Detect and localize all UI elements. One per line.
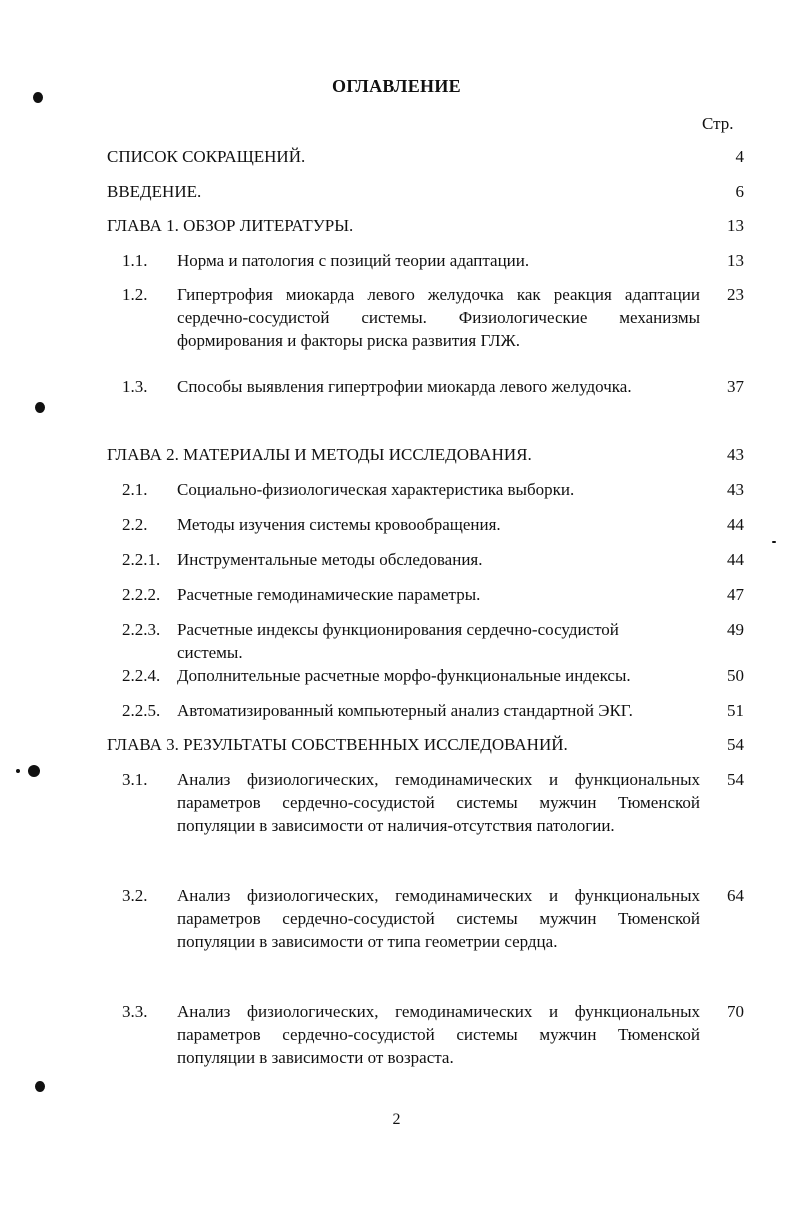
toc-entry-number: 1.1.: [122, 251, 148, 270]
toc-entry-number: 2.2.5.: [122, 701, 161, 720]
toc-entry-page: 44: [727, 515, 744, 534]
toc-entry-text: ВВЕДЕНИЕ.: [107, 182, 202, 201]
toc-entry-number: 1.3.: [122, 377, 148, 396]
toc-entry-text: Автоматизированный компьютерный анализ стандартной ЭКГ.: [177, 701, 633, 720]
toc-entry-page: 64: [727, 886, 744, 905]
toc-entry-text: Социально-физиологическая характеристика выборки.: [177, 480, 575, 499]
toc-entry-text: ГЛАВА 2. МАТЕРИАЛЫ И МЕТОДЫ ИССЛЕДОВАНИЯ.: [107, 445, 532, 464]
toc-entry-text: ГЛАВА 3. РЕЗУЛЬТАТЫ СОБСТВЕННЫХ ИССЛЕДОВАНИЙ.: [107, 735, 568, 754]
toc-entry-text: Анализ физиологических, гемодинамических и функциональных параметров сердечно-сосудистой системы мужчин Тюменской популяции в зависимости от типа геометрии сердца.: [177, 886, 700, 951]
scan-spot: [16, 769, 20, 773]
scan-spot: [772, 541, 776, 543]
toc-entry-number: 3.3.: [122, 1002, 148, 1021]
scan-spot: [35, 402, 45, 413]
toc-entry-text: Анализ физиологических, гемодинамических и функциональных параметров сердечно-сосудистой системы мужчин Тюменской популяции в зависимости от наличия-отсутствия патологии.: [177, 770, 700, 835]
toc-entry-text: Инструментальные методы обследования.: [177, 550, 483, 569]
toc-entry-page: 44: [727, 550, 744, 569]
toc-entry-number: 2.2.: [122, 515, 148, 534]
toc-entry-page: 6: [735, 182, 744, 201]
toc-entry-page: 47: [727, 585, 744, 604]
toc-entry-text: Гипертрофия миокарда левого желудочка как реакция адаптации сердечно-сосудистой системы. Физиологические механизмы формирования и факторы риска развития ГЛЖ.: [177, 285, 700, 350]
toc-entry-text: Расчетные индексы функционирования сердечно-сосудистой системы.: [177, 620, 619, 662]
toc-entry-page: 43: [727, 480, 744, 499]
toc-entry-page: 13: [727, 216, 744, 235]
toc-entry-page: 23: [727, 285, 744, 304]
toc-entry-page: 54: [727, 735, 744, 754]
toc-entry-page: 51: [727, 701, 744, 720]
toc-entry-number: 3.1.: [122, 770, 148, 789]
toc-entry-number: 2.2.4.: [122, 666, 161, 685]
scan-spot: [33, 92, 43, 103]
toc-entry-page: 37: [727, 377, 744, 396]
toc-entry-page: 54: [727, 770, 744, 789]
toc-entry-number: 2.2.1.: [122, 550, 161, 569]
toc-entry-text: Норма и патология с позиций теории адаптации.: [177, 251, 530, 270]
toc-entry-number: 2.2.2.: [122, 585, 161, 604]
toc-entry-text: Дополнительные расчетные морфо-функциональные индексы.: [177, 666, 631, 685]
page-title: ОГЛАВЛЕНИЕ: [332, 76, 461, 96]
toc-entry-page: 43: [727, 445, 744, 464]
toc-entry-text: Анализ физиологических, гемодинамических и функциональных параметров сердечно-сосудистой системы мужчин Тюменской популяции в зависимости от возраста.: [177, 1002, 700, 1067]
toc-entry-number: 2.2.3.: [122, 620, 161, 639]
toc-entry-page: 50: [727, 666, 744, 685]
toc-entry-page: 4: [735, 147, 744, 166]
toc-entry-page: 13: [727, 251, 744, 270]
toc-entry-text: ГЛАВА 1. ОБЗОР ЛИТЕРАТУРЫ.: [107, 216, 354, 235]
toc-entry-number: 3.2.: [122, 886, 148, 905]
toc-entry-text: Расчетные гемодинамические параметры.: [177, 585, 481, 604]
toc-entry-text: Методы изучения системы кровообращения.: [177, 515, 501, 534]
scan-spot: [35, 1081, 45, 1092]
footer-page-number: 2: [392, 1111, 401, 1128]
toc-entry-page: 70: [727, 1002, 744, 1021]
scan-spot: [28, 765, 40, 777]
page-column-header: Стр.: [702, 114, 734, 133]
toc-entry-page: 49: [727, 620, 744, 639]
toc-entry-number: 2.1.: [122, 480, 148, 499]
toc-entry-text: СПИСОК СОКРАЩЕНИЙ.: [107, 147, 306, 166]
toc-entry-number: 1.2.: [122, 285, 148, 304]
toc-entry-text: Способы выявления гипертрофии миокарда левого желудочка.: [177, 377, 632, 396]
